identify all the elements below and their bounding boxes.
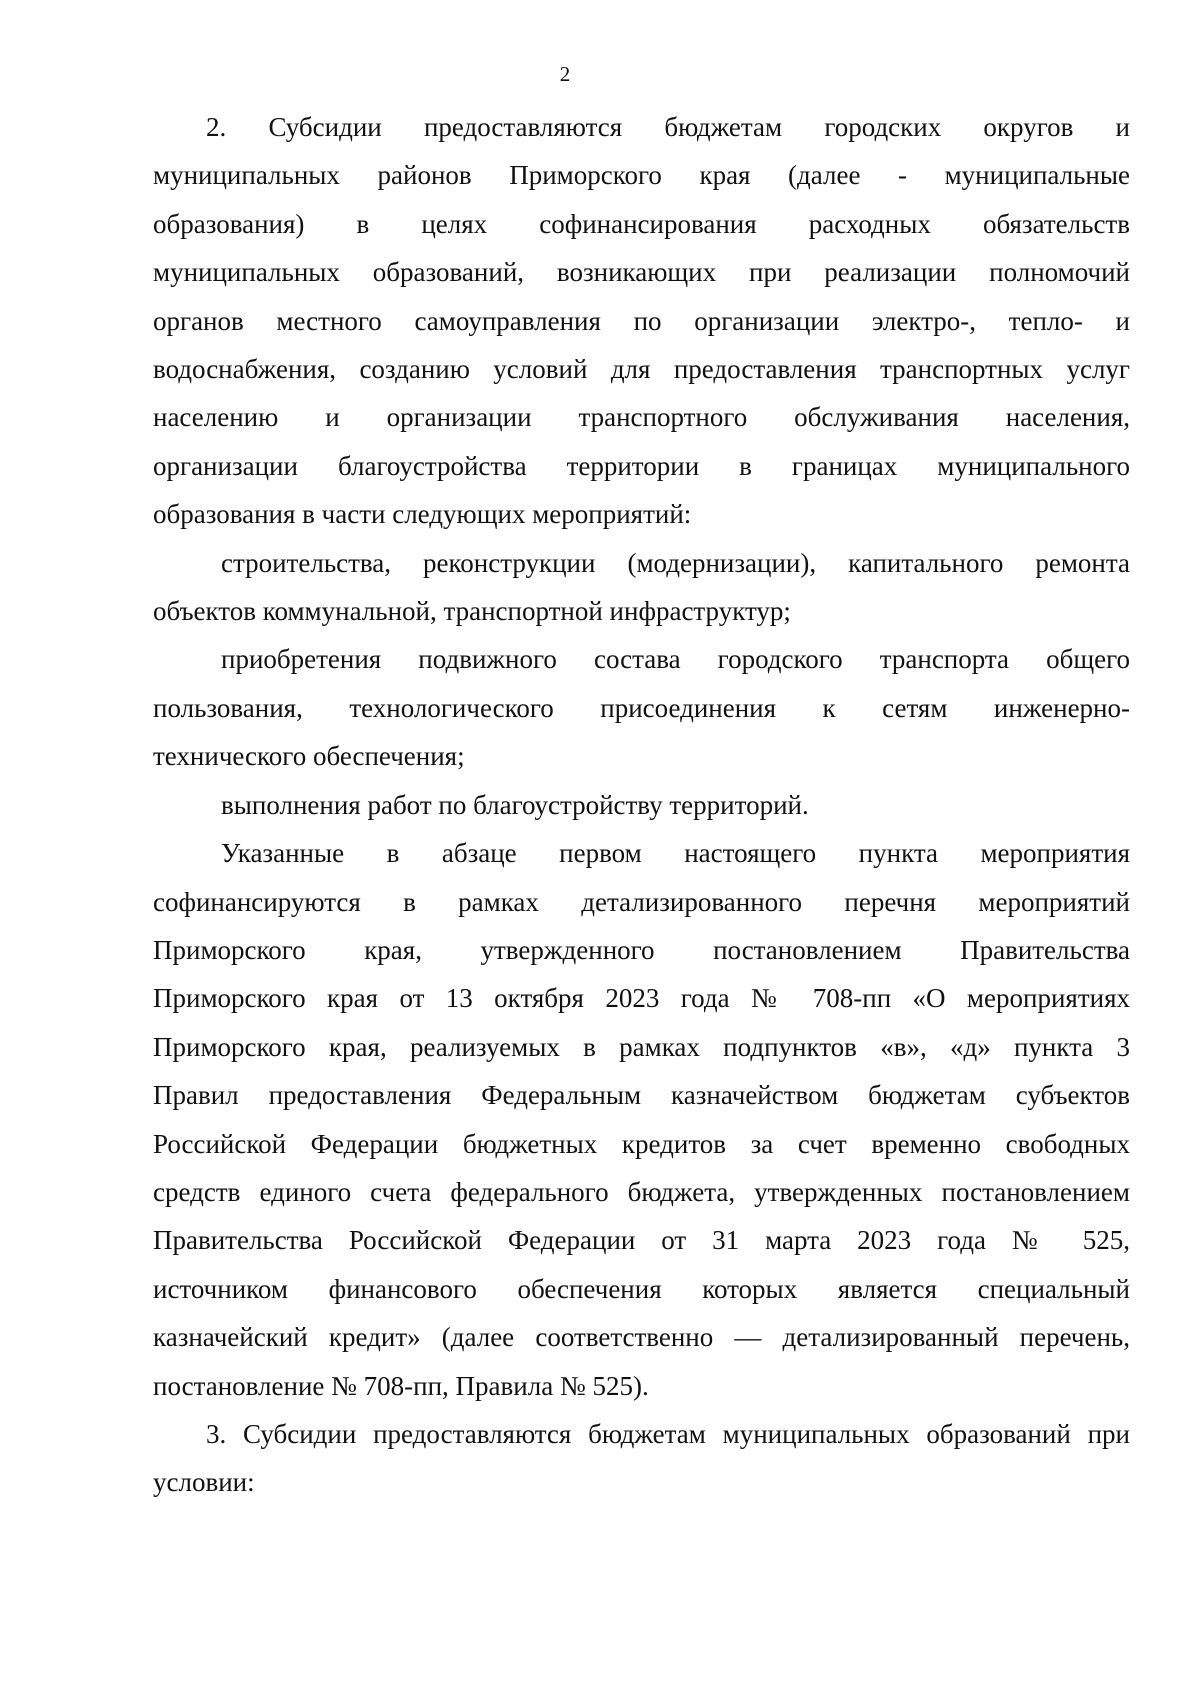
page-number: 2 [559,62,571,86]
text-line: организации благоустройства территории в границах муниципального [153,450,1130,481]
paragraph-cofinancing-reference [153,829,1130,1410]
text-line: Приморского края, утвержденного постановлением Правительства [153,934,1130,965]
paragraph-rolling-stock [153,635,1130,780]
text-line: приобретения подвижного состава городского транспорта общего [221,644,1130,675]
text-line: казначейский кредит» (далее соответственно — детализированный перечень, [153,1322,1130,1353]
text-line: населению и организации транспортного обслуживания населения, [153,402,1130,433]
text-line: образования в части следующих мероприятий: [153,499,692,530]
text-line: муниципальных образований, возникающих при реализации полномочий [153,257,1130,288]
text-line: Приморского края от 13 октября 2023 года № 708-пп «О мероприятиях [153,983,1130,1014]
text-line: строительства, реконструкции (модернизации), капитального ремонта [221,547,1130,578]
text-line: объектов коммунальной, транспортной инфраструктур; [153,596,791,627]
text-line: Указанные в абзаце первом настоящего пункта мероприятия [221,838,1130,869]
text-line: источником финансового обеспечения которых является специальный [153,1273,1130,1304]
text-line: Правил предоставления Федеральным казначейством бюджетам субъектов [153,1080,1130,1111]
text-line: образования) в целях софинансирования расходных обязательств [153,208,1130,239]
text-line: органов местного самоуправления по организации электро-, тепло- и [153,305,1130,336]
text-line: условии: [153,1467,255,1498]
text-line: Российской Федерации бюджетных кредитов за счет временно свободных [153,1128,1130,1159]
text-line: 2. Субсидии предоставляются бюджетам городских округов и [206,112,1130,142]
document-body [153,103,1130,1507]
text-line: софинансируются в рамках детализированного перечня мероприятий [153,886,1130,917]
paragraph-subsidy-conditions [153,1410,1130,1507]
text-line: 3. Субсидии предоставляются бюджетам муниципальных образований при [206,1418,1130,1449]
text-line: выполнения работ по благоустройству территорий. [221,789,809,820]
text-line: Правительства Российской Федерации от 31 марта 2023 года № 525, [153,1225,1130,1256]
text-line: пользования, технологического присоединения к сетям инженерно- [153,692,1130,723]
paragraph-subsidy-purpose [153,103,1130,539]
text-line: средств единого счета федерального бюджета, утвержденных постановлением [153,1176,1130,1207]
text-line: постановление № 708-пп, Правила № 525). [153,1370,649,1401]
paragraph-construction [153,539,1130,636]
paragraph-landscaping [153,781,1130,829]
text-line: водоснабжения, созданию условий для предоставления транспортных услуг [153,354,1130,385]
text-line: технического обеспечения; [153,741,465,772]
text-line: муниципальных районов Приморского края (далее - муниципальные [153,160,1130,191]
text-line: Приморского края, реализуемых в рамках подпунктов «в», «д» пункта 3 [153,1031,1130,1062]
